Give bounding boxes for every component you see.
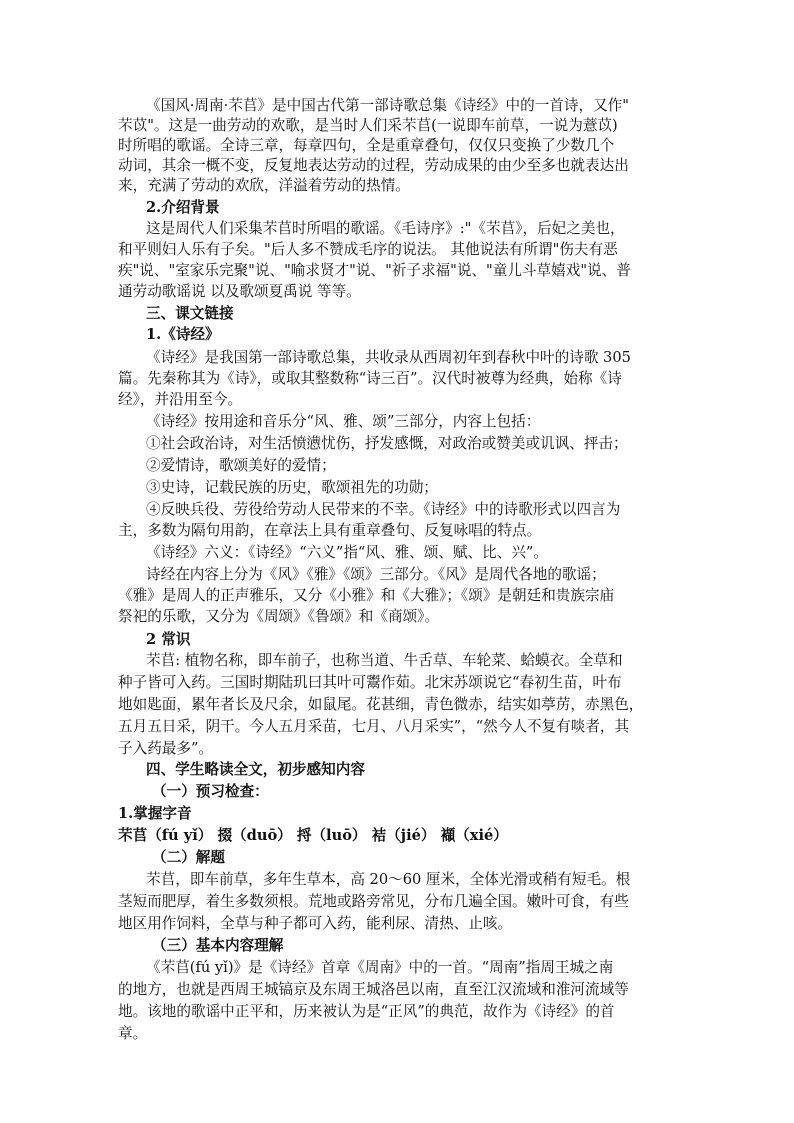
section-heading: 1.掌握字音 bbox=[118, 805, 192, 822]
text-line: 诗经在内容上分为《风》《雅》《颂》三部分。《风》是周代各地的歌谣； bbox=[146, 566, 606, 583]
section-heading: 四、学生略读全文，初步感知内容 bbox=[146, 761, 365, 778]
text-line: 主，多数为隔句用韵，在章法上具有重章叠句、反复咏唱的特点。 bbox=[118, 522, 542, 539]
text-line: 《诗经》是我国第一部诗歌总集，共收录从西周初年到春秋中叶的诗歌 305 bbox=[146, 349, 631, 366]
text-line: 的地方，也就是西周王城镐京及东周王城洛邑以南，直至江汉流域和淮河流域等 bbox=[118, 981, 629, 998]
text-line: 篇。先秦称其为《诗》，或取其整数称“诗三百”。汉代时被尊为经典，始称《诗 bbox=[118, 370, 622, 387]
text-line: 《国风·周南·芣苢》是中国古代第一部诗歌总集《诗经》中的一首诗，又作" bbox=[146, 97, 629, 114]
text-line: 《诗经》六义：《诗经》“六义”指“风、雅、颂、赋、比、兴”。 bbox=[146, 544, 548, 561]
text-line: 茎短而肥厚，着生多数须根。荒地或路旁常见，分布几遍全国。嫩叶可食，有些 bbox=[118, 893, 629, 910]
text-line: 祭祀的乐歌，又分为《周颂》《鲁颂》和《商颂》。 bbox=[118, 608, 440, 625]
section-heading: （一）预习检查： bbox=[152, 783, 269, 800]
text-line: 种子皆可入药。三国时期陆玑曰其叶可鬻作茹。北宋苏颂说它“春初生苗，叶布 bbox=[118, 674, 622, 691]
text-line: 《芣苢(fú yǐ)》是《诗经》首章《周南》中的一首。“周南”指周王城之南 bbox=[146, 959, 614, 976]
text-line: 芣苢，即车前草，多年生草本，高 20～60 厘米，全体光滑或稍有短毛。根 bbox=[146, 871, 631, 888]
text-line: 地如匙面，累年者长及尺余，如鼠尾。花甚细，青色微赤，结实如葶苈，赤黑色， bbox=[118, 696, 644, 713]
text-line: 地。该地的歌谣中正平和，历来被认为是“正风”的典范，故作为《诗经》的首 bbox=[118, 1003, 615, 1020]
pinyin-line: 芣苢（fú yǐ） 掇（duō） 捋（luō） 袺（jié） 襭（xié） bbox=[118, 827, 508, 844]
text-line: 《诗经》按用途和音乐分“风、雅、颂”三部分，内容上包括： bbox=[146, 413, 541, 430]
text-line: 动词，其余一概不变，反复地表达劳动的过程，劳动成果的由少至多也就表达出 bbox=[118, 157, 629, 174]
list-item: ④反映兵役、劳役给劳动人民带来的不幸。《诗经》中的诗歌形式以四言为 bbox=[146, 501, 621, 518]
section-heading: 2.介绍背景 bbox=[146, 199, 220, 216]
text-line: 和平则妇人乐有子矣。"后人多不赞成毛序的说法。 其他说法有所谓"伤夫有恶 bbox=[118, 241, 618, 258]
text-line: 疾"说、"室家乐完聚"说、"喻求贤才"说、"祈子求福"说、"童儿斗草嬉戏"说、普 bbox=[118, 262, 631, 279]
list-item: ③史诗，记载民族的历史，歌颂祖先的功勋； bbox=[146, 479, 438, 496]
list-item: ②爱情诗，歌颂美好的爱情； bbox=[146, 457, 336, 474]
text-line: 地区用作饲料，全草与种子都可入药，能利尿、清热、止咳。 bbox=[118, 915, 513, 932]
section-heading: 三、课文链接 bbox=[146, 305, 234, 322]
text-line: 五月五日采，阴干。今人五月采苗，七月、八月采实”，“然今人不复有啖者，其 bbox=[118, 718, 630, 735]
list-item: ①社会政治诗，对生活愤懑忧伤，抒发感慨，对政治或赞美或讥讽、抨击； bbox=[146, 435, 628, 452]
text-line: 通劳动歌谣说 以及歌颂夏禹说 等等。 bbox=[118, 283, 361, 300]
text-line: 经》，并沿用至今。 bbox=[118, 391, 243, 408]
text-line: 章。 bbox=[118, 1025, 148, 1042]
text-line: 子入药最多”。 bbox=[118, 740, 214, 757]
text-line: 《雅》是周人的正声雅乐，又分《小雅》和《大雅》；《颂》是朝廷和贵族宗庙 bbox=[118, 587, 615, 604]
section-heading: （三）基本内容理解 bbox=[152, 937, 284, 954]
text-line: 芣苡"。这是一曲劳动的欢歌，是当时人们采芣苢(一说即车前草，一说为薏苡) bbox=[118, 117, 618, 134]
text-line: 芣苢: 植物名称，即车前子，也称当道、牛舌草、车轮菜、蛤蟆衣。全草和 bbox=[146, 652, 623, 669]
text-line: 这是周代人们采集芣苢时所唱的歌谣。《毛诗序》:"《芣苢》，后妃之美也， bbox=[146, 220, 625, 237]
section-heading: 2 常识 bbox=[146, 631, 191, 648]
text-line: 来，充满了劳动的欢欣，洋溢着劳动的热情。 bbox=[118, 177, 410, 194]
section-heading: （二）解题 bbox=[152, 849, 225, 866]
section-heading: 1.《诗经》 bbox=[146, 326, 220, 343]
text-line: 时所唱的歌谣。全诗三章，每章四句，全是重章叠句，仅仅只变换了少数几个 bbox=[118, 137, 615, 154]
